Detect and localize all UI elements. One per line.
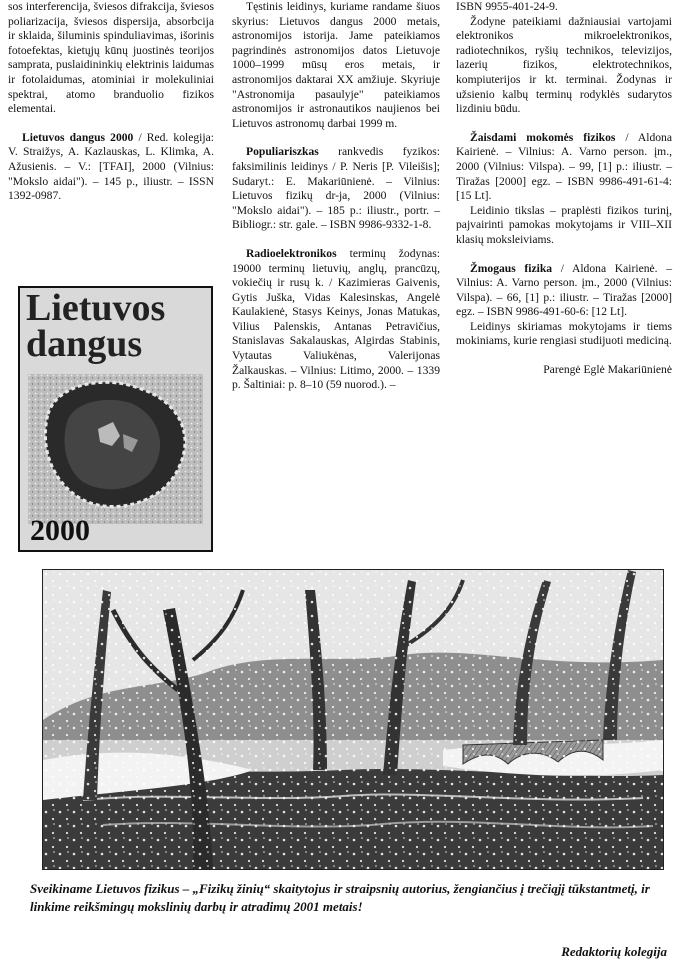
book-title: Žmogaus fizika (470, 261, 553, 275)
book-title: Žaisdami mokomės fizikos (470, 130, 616, 144)
book-entry-zmogaus-fizika (456, 262, 672, 320)
book-entry-zaisdami (456, 131, 672, 204)
cover-year: 2000 (30, 514, 90, 547)
greeting-text: Sveikiname Lietuvos fizikus – „Fizikų žinių“ skaitytojus ir straipsnių autorius, žengiančius į trečiąjį tūkstantmetį, ir linkime reikšmingų mokslinių darbų ir atradimų 2001 metais! (30, 881, 650, 914)
book-title: Lietuvos dangus 2000 (22, 130, 134, 144)
book-entry-lietuvos-dangus (8, 131, 214, 204)
book-title: Radioelektronikos (246, 246, 337, 260)
book-title: Populiariszkas (246, 145, 319, 159)
book-entry-populiariszkas (232, 145, 440, 233)
prepared-by: Parengė Eglė Makariūnienė (543, 363, 672, 377)
book-details: / Aldona Kairienė. – Vilnius: A. Varno person. įm., 2000 (Vilnius: Vilspa). – 66, [1] p.: iliustr. – Tiražas [2000] egz. – ISBN 9986-491-60-6: [12 Lt]. (456, 261, 672, 319)
book-goal: Leidinio tikslas – praplėsti fizikos turinį, pajvairinti pamokas mokytojams ir VIII–XII klasių moksleiviams. (456, 203, 672, 246)
winter-landscape-illustration (42, 569, 664, 870)
book-audience: Leidinys skiriamas mokytojams ir tiems mokiniams, kurie rengiasi studijuoti mediciną. (456, 319, 672, 348)
column-left (8, 0, 214, 204)
book-details: / Red. kolegija: V. Straižys, A. Kazlauskas, L. Klimka, A. Ažusienis. – V.: [TFAI], 2000 (Vilnius: "Mokslo aidai"). – 145 p., iliustr. – ISSN 1392-0987. (8, 130, 214, 203)
magazine-cover-image (18, 286, 213, 552)
cover-crater-illustration (28, 374, 203, 524)
book-details: terminų žodynas: 19000 terminų lietuvių, anglų, prancūzų, vokiečių ir rusų k. / Kazimieras Gaivenis, Gytis Juška, Vidas Kalesinskas, Angelė Kaulakienė, Stasys Keinys, Jonas Matukas, Vilius Palenskis, Antanas Petravičius, Stanislavas Sakalauskas, Algirdas Stabinis, Vytautas Valiukėnas, Valerijonas Žalkauskas. – Vilnius: Litimo, 2000. – 1339 p. Šaltiniai: p. 8–10 (59 nuorod.). – (232, 246, 440, 392)
book-details: / Aldona Kairienė. – Vilnius: A. Varno person. įm., 2000 (Vilnius: Vilspa). – 99, [1] p.: iliustr. – Tiražas [2000] egz. – ISBN 9986-491-61-4: [15 Lt]. (456, 130, 673, 203)
editorial-board-signature: Redaktorių kolegija (561, 944, 667, 959)
intro-paragraph: sos interferencija, šviesos difrakcija, šviesos poliarizacija, šviesos dispersija, absorbcija ir sklaida, šiluminis spinduliavimas, išorinis fotoefektas, kietųjų kūnų juostinės teorijos samprata, puslaidininkių elektrinis laidumas ir fotolaidumas, atominiai ir molekuliniai spektrai, atomo branduolio fizikos elementai. (8, 0, 214, 116)
cover-title-line2: dangus (26, 323, 143, 365)
column-middle (232, 0, 440, 393)
book-entry-radioelektronikos (232, 247, 440, 393)
book-details: rankvedis fyzikos: faksimilinis leidinys / P. Neris [P. Vileišis]; Sudaryt.: E. Makariūnienė. – Vilnius: Lietuvos fizikų dr-ja, 2000 (Vilnius: "Mokslo aidai"). – 185 p.: iliustr., portr. – Bibliogr.: str. gale. – ISBN 9986-9332-1-8. (232, 145, 440, 232)
series-description: Tęstinis leidinys, kuriame randame šiuos skyrius: Lietuvos dangus 2000 metais, astronomijos istorija. Jame pateikiamos pagrindinės astronomijos datos Lietuvoje 1000–1999 mūsų eros metais, ir astronomijos daktarai XX amžiuje. Skyriuje "Astronomija pasaulyje" pateikiamos astronomijos ir astronautikos naujienos bei Lietuvos astronomų darbai 1999 m. (232, 0, 440, 130)
dictionary-description: Žodyne pateikiami dažniausiai vartojami elektronikos mikroelektronikos, radiotechnikos, ryšių technikos, televizijos, lazerių fizikos, elektrotechnikos, kompiuterijos ir kt. terminai. Žodynas ir užsienio kalbų terminų rodyklės sudarytos lizdiniu būdu. (456, 14, 672, 116)
isbn-line: ISBN 9955-401-24-9. (456, 0, 558, 13)
cover-title-line1: Lietuvos (26, 287, 166, 329)
cover-title (26, 287, 206, 365)
column-right (456, 0, 672, 378)
